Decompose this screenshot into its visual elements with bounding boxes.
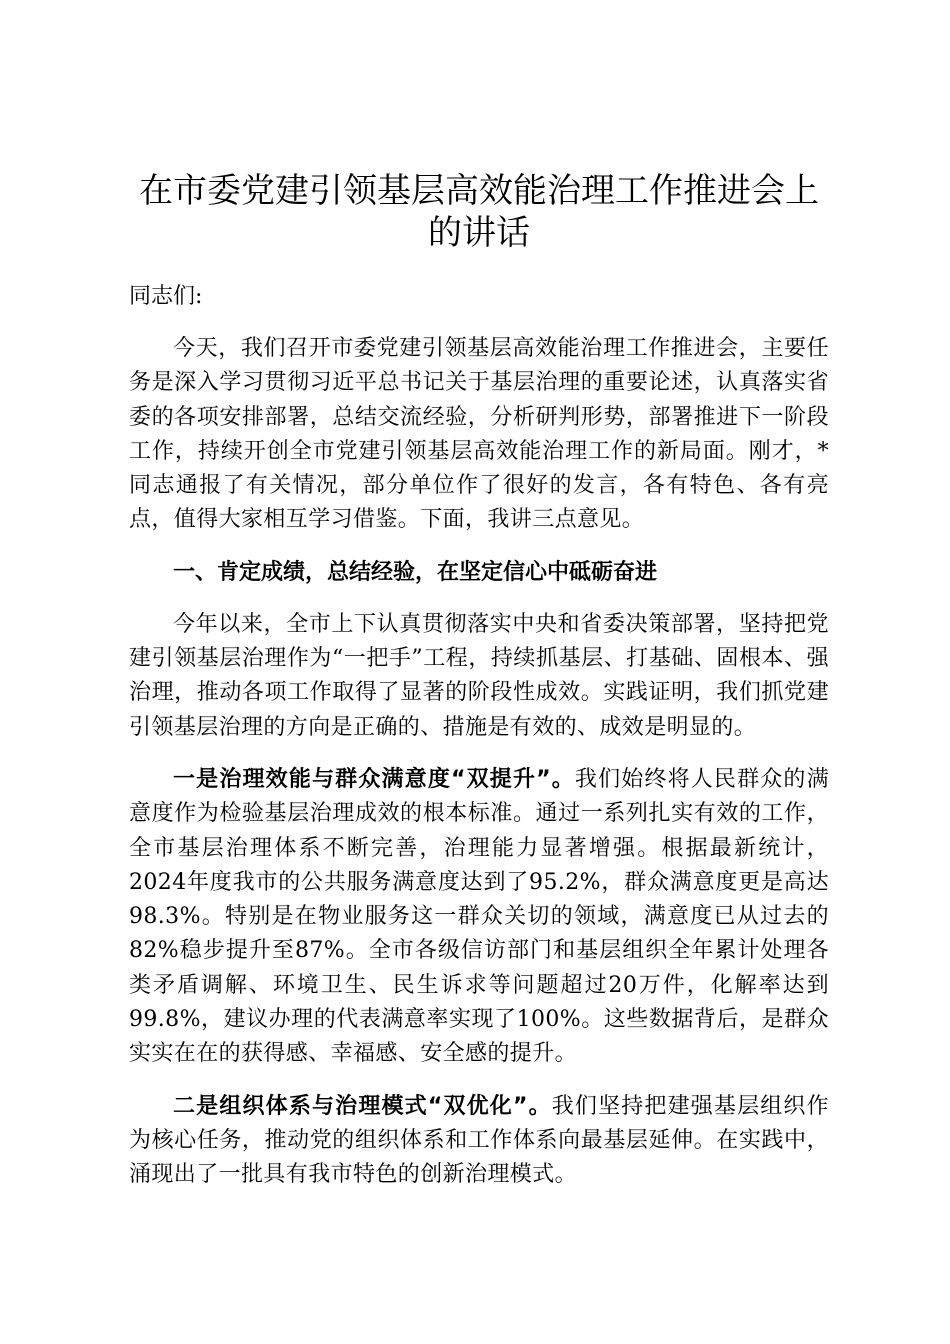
intro-paragraph: 今天，我们召开市委党建引领基层高效能治理工作推进会，主要任务是深入学习贯彻习近平总书记关于基层治理的重要论述，认真落实省委的各项安排部署，总结交流经验，分析研判形势，部署推进下一阶段工作，持续开创全市党建引领基层高效能治理工作的新局面。刚才，*同志通报了有关情况，部分单位作了很好的发言，各有特色、各有亮点，值得大家相互学习借鉴。下面，我讲三点意见。 — [129, 336, 829, 533]
point-1-lead: 一是治理效能与群众满意度“双提升”。 — [173, 766, 575, 792]
point-2-paragraph — [129, 1090, 829, 1193]
document-page — [129, 170, 829, 1211]
section-1-heading: 一、肯定成绩，总结经验，在坚定信心中砥砺奋进 — [173, 559, 658, 585]
point-2-lead: 二是组织体系与治理模式“双优化”。 — [173, 1093, 552, 1119]
point-1-paragraph — [129, 763, 829, 1072]
section-1-paragraph: 今年以来，全市上下认真贯彻落实中央和省委决策部署，坚持把党建引领基层治理作为“一把手”工程，持续抓基层、打基础、固根本、强治理，推动各项工作取得了显著的阶段性成效。实践证明，我们抓党建引领基层治理的方向是正确的、措施是有效的、成效是明显的。 — [129, 611, 829, 740]
salutation: 同志们: — [129, 284, 203, 309]
document-title: 在市委党建引领基层高效能治理工作推进会上的讲话 — [139, 171, 819, 253]
point-2-body: 我们坚持把建强基层组织作为核心任务，推动党的组织体系和工作体系向最基层延伸。在实践中，涌现出了一批具有我市特色的创新治理模式。 — [129, 1093, 829, 1188]
point-1-body: 我们始终将人民群众的满意度作为检验基层治理成效的根本标准。通过一系列扎实有效的工作，全市基层治理体系不断完善，治理能力显著增强。根据最新统计，2024年度我市的公共服务满意度达到了95.2%，群众满意度更是高达98.3%。特别是在物业服务这一群众关切的领域，满意度已从过去的82%稳步提升至87%。全市各级信访部门和基层组织全年累计处理各类矛盾调解、环境卫生、民生诉求等问题超过20万件，化解率达到99.8%，建议办理的代表满意率实现了100%。这些数据背后，是群众实实在在的获得感、幸福感、安全感的提升。 — [129, 766, 829, 1067]
